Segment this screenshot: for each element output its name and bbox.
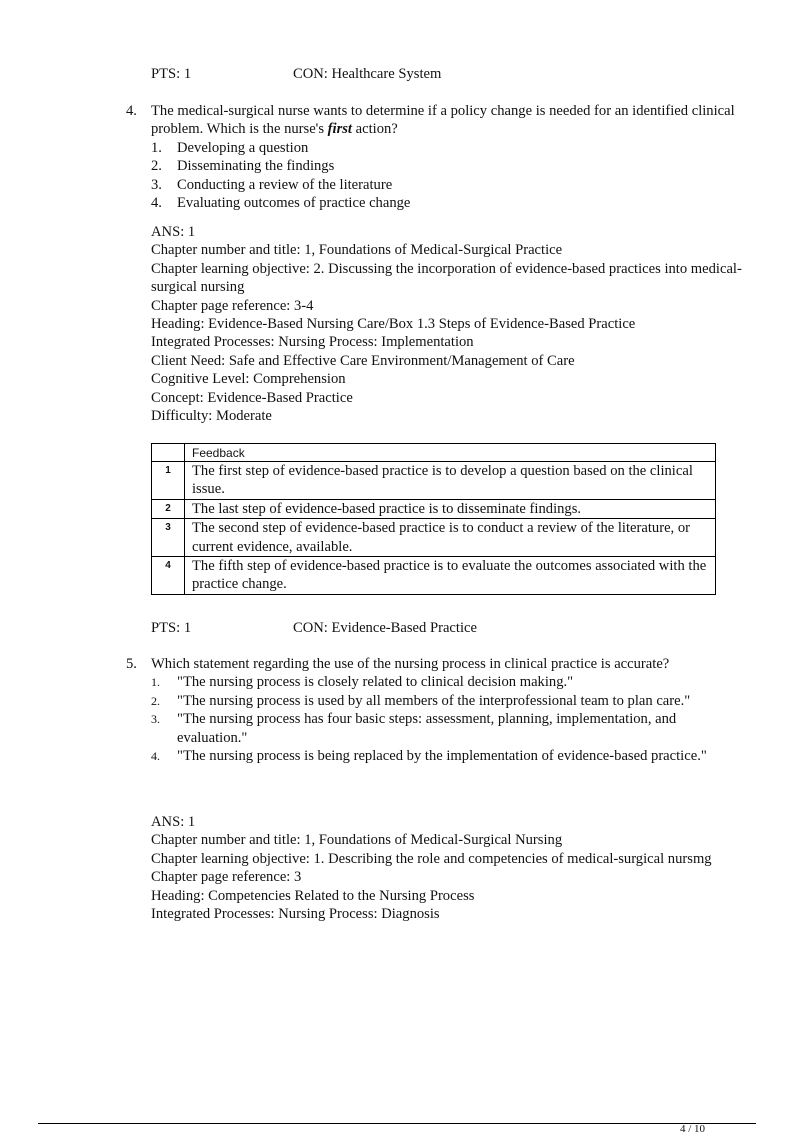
- question-5-number: 5.: [126, 656, 137, 672]
- footer-rule: [38, 1123, 756, 1124]
- feedback-header-row: [152, 444, 716, 462]
- feedback-row: 3 The second step of evidence-based practice is to conduct a review of the literature, or current evidence, available.: [152, 519, 716, 557]
- answer-key: ANS: 1: [151, 224, 196, 240]
- integrated-processes: Integrated Processes: Nursing Process: Implementation: [151, 334, 474, 351]
- heading: Heading: Evidence-Based Nursing Care/Box 1.3 Steps of Evidence-Based Practice: [151, 316, 636, 333]
- question-4-stem: The medical-surgical nurse wants to determine if a policy change is needed for an identified clinical problem. Which is the nurse's first action?: [151, 103, 735, 138]
- q3-pts: PTS: 1: [151, 66, 192, 82]
- answer-key: ANS: 1: [151, 814, 196, 830]
- option-4[interactable]: 4. Evaluating outcomes of practice change: [151, 195, 411, 212]
- question-4-answer: [151, 223, 751, 425]
- learning-objective: Chapter learning objective: 1. Describing the role and competencies of medical-surgical nursmg: [151, 850, 712, 867]
- question-4: [126, 102, 751, 212]
- q3-concept: CON: Healthcare System: [293, 66, 442, 82]
- question-5-options: [151, 673, 711, 765]
- concept: Concept: Evidence-Based Practice: [151, 389, 353, 406]
- option-1[interactable]: 1. "The nursing process is closely related to clinical decision making.": [151, 674, 574, 691]
- question-5-answer: [151, 813, 726, 923]
- cognitive-level: Cognitive Level: Comprehension: [151, 371, 346, 388]
- feedback-table: [151, 443, 716, 595]
- difficulty: Difficulty: Moderate: [151, 408, 272, 425]
- question-5: [126, 655, 751, 765]
- option-2[interactable]: 2. Disseminating the findings: [151, 158, 335, 175]
- feedback-row: 4 The fifth step of evidence-based practice is to evaluate the outcomes associated with the practice change.: [152, 557, 716, 595]
- heading: Heading: Competencies Related to the Nursing Process: [151, 887, 475, 904]
- q3-pts-line: [151, 65, 442, 83]
- page-number: 4 / 10: [680, 1123, 706, 1135]
- option-3[interactable]: 3. "The nursing process has four basic steps: assessment, planning, implementation, and evaluation.": [151, 711, 677, 746]
- q4-pts: PTS: 1: [151, 620, 192, 636]
- feedback-row: 1 The first step of evidence-based practice is to develop a question based on the clinical issue.: [152, 462, 716, 500]
- q4-concept: CON: Evidence-Based Practice: [293, 620, 477, 636]
- client-need: Client Need: Safe and Effective Care Environment/Management of Care: [151, 352, 575, 369]
- feedback-header: Feedback: [185, 444, 716, 462]
- chapter-title: Chapter number and title: 1, Foundations of Medical-Surgical Nursing: [151, 832, 563, 849]
- chapter-title: Chapter number and title: 1, Foundations of Medical-Surgical Practice: [151, 242, 563, 259]
- page-reference: Chapter page reference: 3: [151, 869, 302, 886]
- option-4[interactable]: 4. "The nursing process is being replaced by the implementation of evidence-based practice.": [151, 748, 707, 765]
- learning-objective: Chapter learning objective: 2. Discussing the incorporation of evidence-based practices into medical-surgical nursing: [151, 260, 742, 296]
- question-5-stem: Which statement regarding the use of the nursing process in clinical practice is accurate?: [151, 656, 670, 672]
- question-4-options: [151, 139, 751, 213]
- question-4-number: 4.: [126, 103, 137, 119]
- option-2[interactable]: 2. "The nursing process is used by all members of the interprofessional team to plan care.": [151, 692, 691, 709]
- integrated-processes: Integrated Processes: Nursing Process: Diagnosis: [151, 906, 440, 923]
- feedback-row: 2 The last step of evidence-based practice is to disseminate findings.: [152, 499, 716, 518]
- option-1[interactable]: 1. Developing a question: [151, 139, 309, 156]
- page-reference: Chapter page reference: 3-4: [151, 297, 314, 314]
- emphasis-first: first: [327, 121, 352, 138]
- option-3[interactable]: 3. Conducting a review of the literature: [151, 176, 393, 193]
- q4-pts-line: [151, 619, 477, 637]
